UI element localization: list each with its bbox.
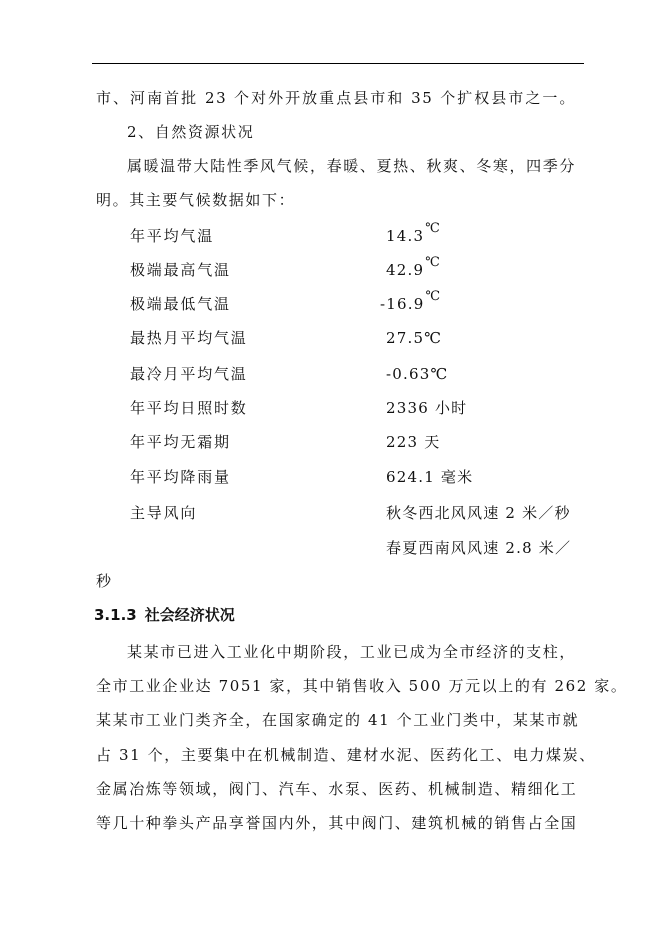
paragraph-line: 某某市已进入工业化中期阶段，工业已成为全市经济的支柱，: [127, 643, 576, 661]
celsius-unit: ℃: [425, 289, 442, 304]
climate-value: 2336 小时: [386, 399, 468, 417]
climate-label: 主导风向: [130, 504, 198, 522]
climate-label: 年平均气温: [130, 227, 215, 245]
celsius-unit: ℃: [425, 221, 441, 236]
section-title: 社会经济状况: [144, 606, 235, 624]
climate-value: -16.9℃: [380, 289, 442, 313]
climate-label: 年平均日照时数: [130, 399, 248, 417]
climate-value-continued: 秒: [96, 572, 113, 590]
header-rule: [92, 63, 584, 64]
climate-value: 秋冬西北风风速 2 米／秒: [386, 504, 571, 522]
paragraph-line: 某某市工业门类齐全，在国家确定的 41 个工业门类中，某某市就: [96, 711, 580, 729]
section-title-natural-resources: 2、自然资源状况: [127, 123, 255, 141]
section-number: 3.1.3: [94, 606, 137, 624]
paragraph-line: 占 31 个，主要集中在机械制造、建材水泥、医药化工、电力煤炭、: [96, 746, 596, 764]
paragraph-line: 金属冶炼等领域，阀门、汽车、水泵、医药、机械制造、精细化工: [96, 780, 578, 798]
climate-label: 极端最低气温: [130, 295, 231, 313]
climate-value: 624.1 毫米: [386, 468, 474, 486]
paragraph-line: 明。其主要气候数据如下：: [96, 191, 296, 209]
climate-value-continued: 春夏西南风风速 2.8 米／: [386, 539, 572, 557]
climate-value: 223 天: [386, 433, 441, 451]
climate-label: 最冷月平均气温: [130, 365, 248, 383]
climate-label: 极端最高气温: [130, 261, 231, 279]
paragraph-line: 市、河南首批 23 个对外开放重点县市和 35 个扩权县市之一。: [96, 89, 576, 107]
celsius-unit: ℃: [425, 255, 441, 270]
climate-label: 年平均降雨量: [130, 468, 231, 486]
climate-value: 42.9℃: [386, 255, 441, 279]
paragraph-line: 等几十种拳头产品享誉国内外，其中阀门、建筑机械的销售占全国: [96, 814, 578, 832]
climate-value: 14.3℃: [386, 221, 441, 245]
climate-label: 年平均无霜期: [130, 433, 231, 451]
paragraph-line: 属暖温带大陆性季风气候，春暖、夏热、秋爽、冬寒，四季分: [127, 157, 576, 175]
climate-label: 最热月平均气温: [130, 329, 248, 347]
climate-value: -0.63℃: [386, 365, 449, 383]
section-heading: [94, 605, 235, 625]
paragraph-line: 全市工业企业达 7051 家，其中销售收入 500 万元以上的有 262 家。: [96, 677, 628, 695]
climate-value: 27.5℃: [386, 329, 443, 347]
